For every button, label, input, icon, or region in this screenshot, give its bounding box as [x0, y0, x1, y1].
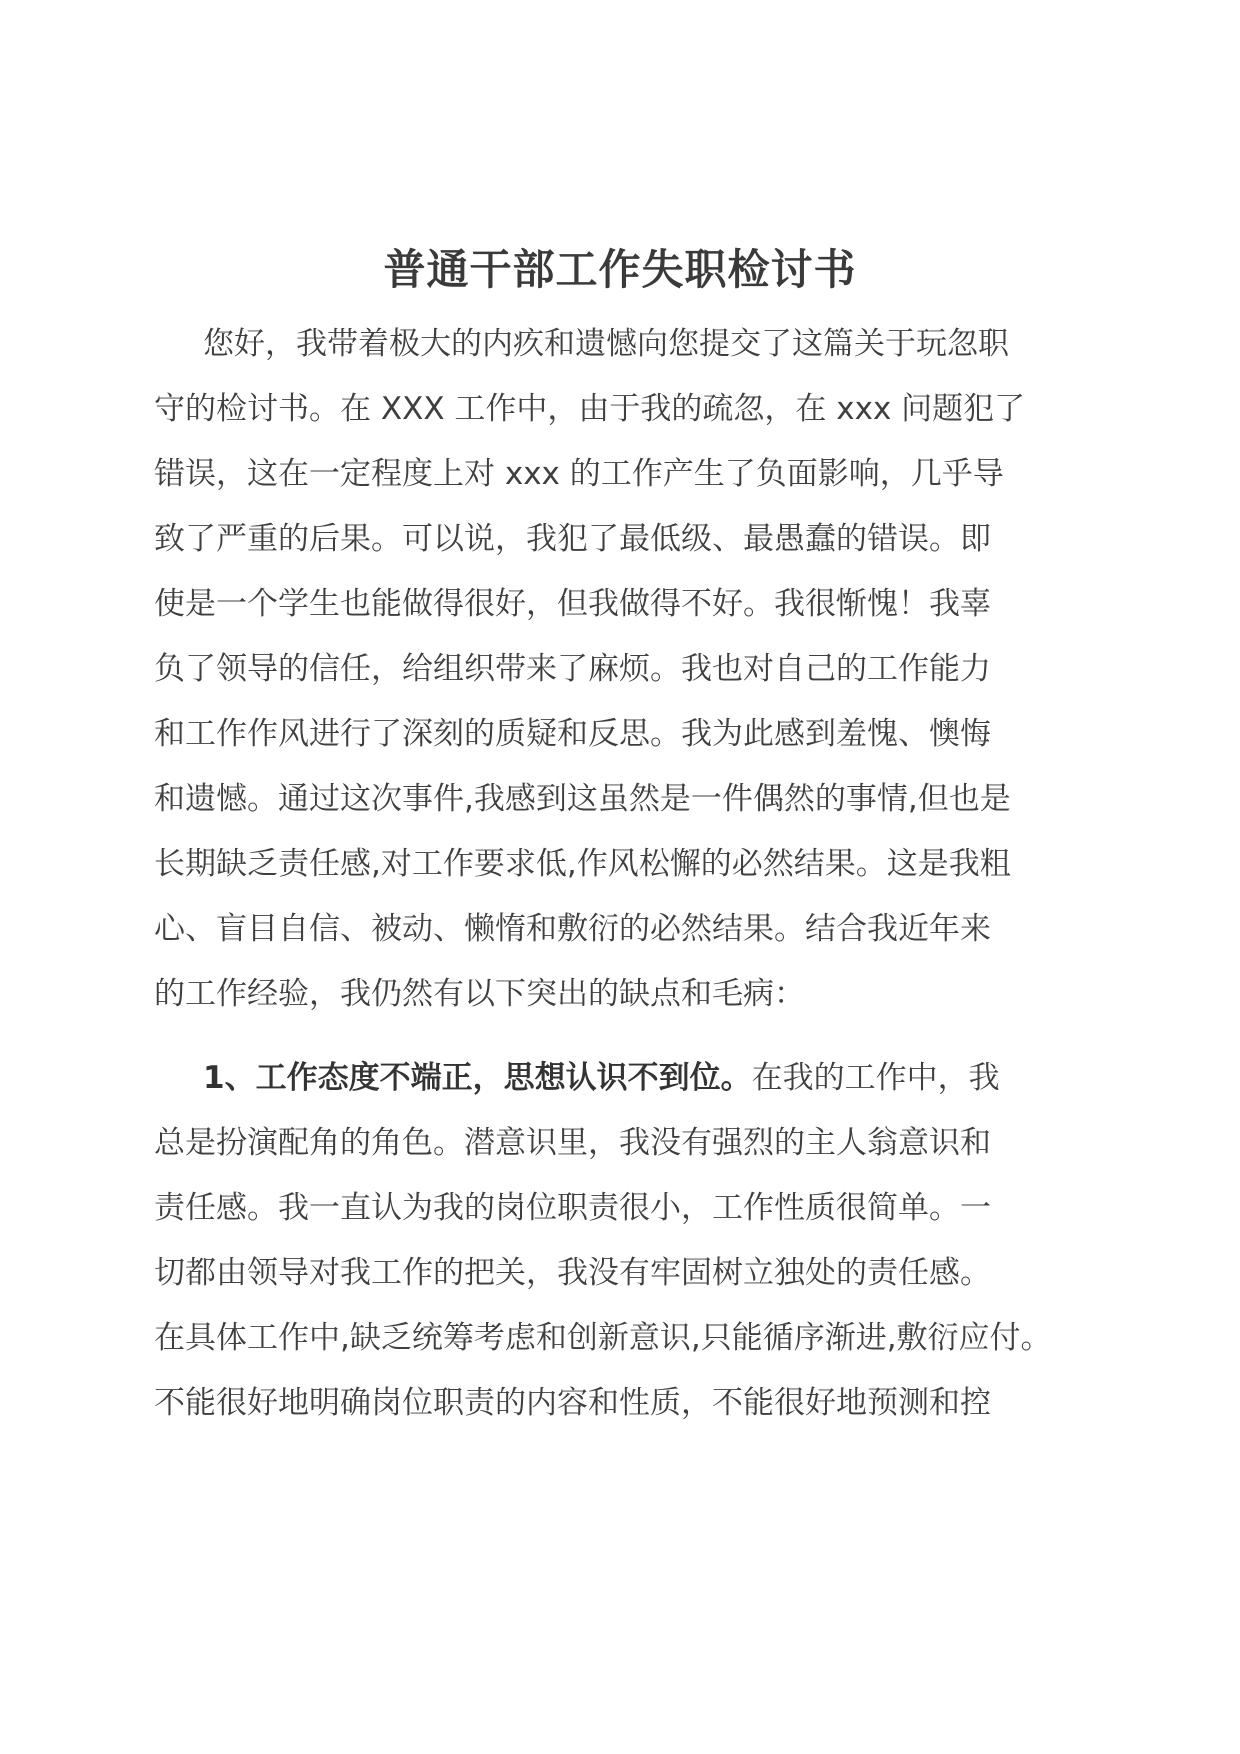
document-title: 普通干部工作失职检讨书: [383, 245, 857, 294]
paragraph-line: 的工作经验，我仍然有以下突出的缺点和毛病：: [154, 976, 805, 1012]
paragraph-line: 使是一个学生也能做得很好，但我做得不好。我很惭愧！我辜: [154, 586, 991, 622]
paragraph-line: 致了严重的后果。可以说，我犯了最低级、最愚蠢的错误。即: [154, 521, 991, 557]
paragraph-line: 您好，我带着极大的内疚和遗憾向您提交了这篇关于玩忽职: [203, 326, 1009, 362]
paragraph-line: 在具体工作中,缺乏统筹考虑和创新意识,只能循序渐进,敷衍应付。: [154, 1320, 1052, 1356]
paragraph-line: 心、盲目自信、被动、懒惰和敷衍的必然结果。结合我近年来: [154, 911, 991, 947]
paragraph-line: 守的检讨书。在 XXX 工作中，由于我的疏忽，在 xxx 问题犯了: [154, 391, 1026, 427]
paragraph-line: 和工作作风进行了深刻的质疑和反思。我为此感到羞愧、懊悔: [154, 716, 991, 752]
paragraph-line: 负了领导的信任，给组织带来了麻烦。我也对自己的工作能力: [154, 651, 991, 687]
point-1-first-line: [203, 1058, 1000, 1098]
paragraph-line: 切都由领导对我工作的把关，我没有牢固树立独处的责任感。: [154, 1255, 991, 1291]
paragraph-line: 责任感。我一直认为我的岗位职责很小，工作性质很简单。一: [154, 1190, 991, 1226]
paragraph-line: 不能很好地明确岗位职责的内容和性质，不能很好地预测和控: [154, 1385, 991, 1421]
paragraph-line: 总是扮演配角的角色。潜意识里，我没有强烈的主人翁意识和: [154, 1125, 991, 1161]
paragraph-line: 错误，这在一定程度上对 xxx 的工作产生了负面影响，几乎导: [154, 456, 1004, 492]
point-1-heading: 1、工作态度不端正，思想认识不到位。: [203, 1060, 752, 1096]
paragraph-line: 和遗憾。通过这次事件,我感到这虽然是一件偶然的事情,但也是: [154, 781, 1011, 817]
paragraph-line: 长期缺乏责任感,对工作要求低,作风松懈的必然结果。这是我粗: [154, 846, 1011, 882]
point-1-first-line-tail: 在我的工作中，我: [751, 1060, 1000, 1096]
